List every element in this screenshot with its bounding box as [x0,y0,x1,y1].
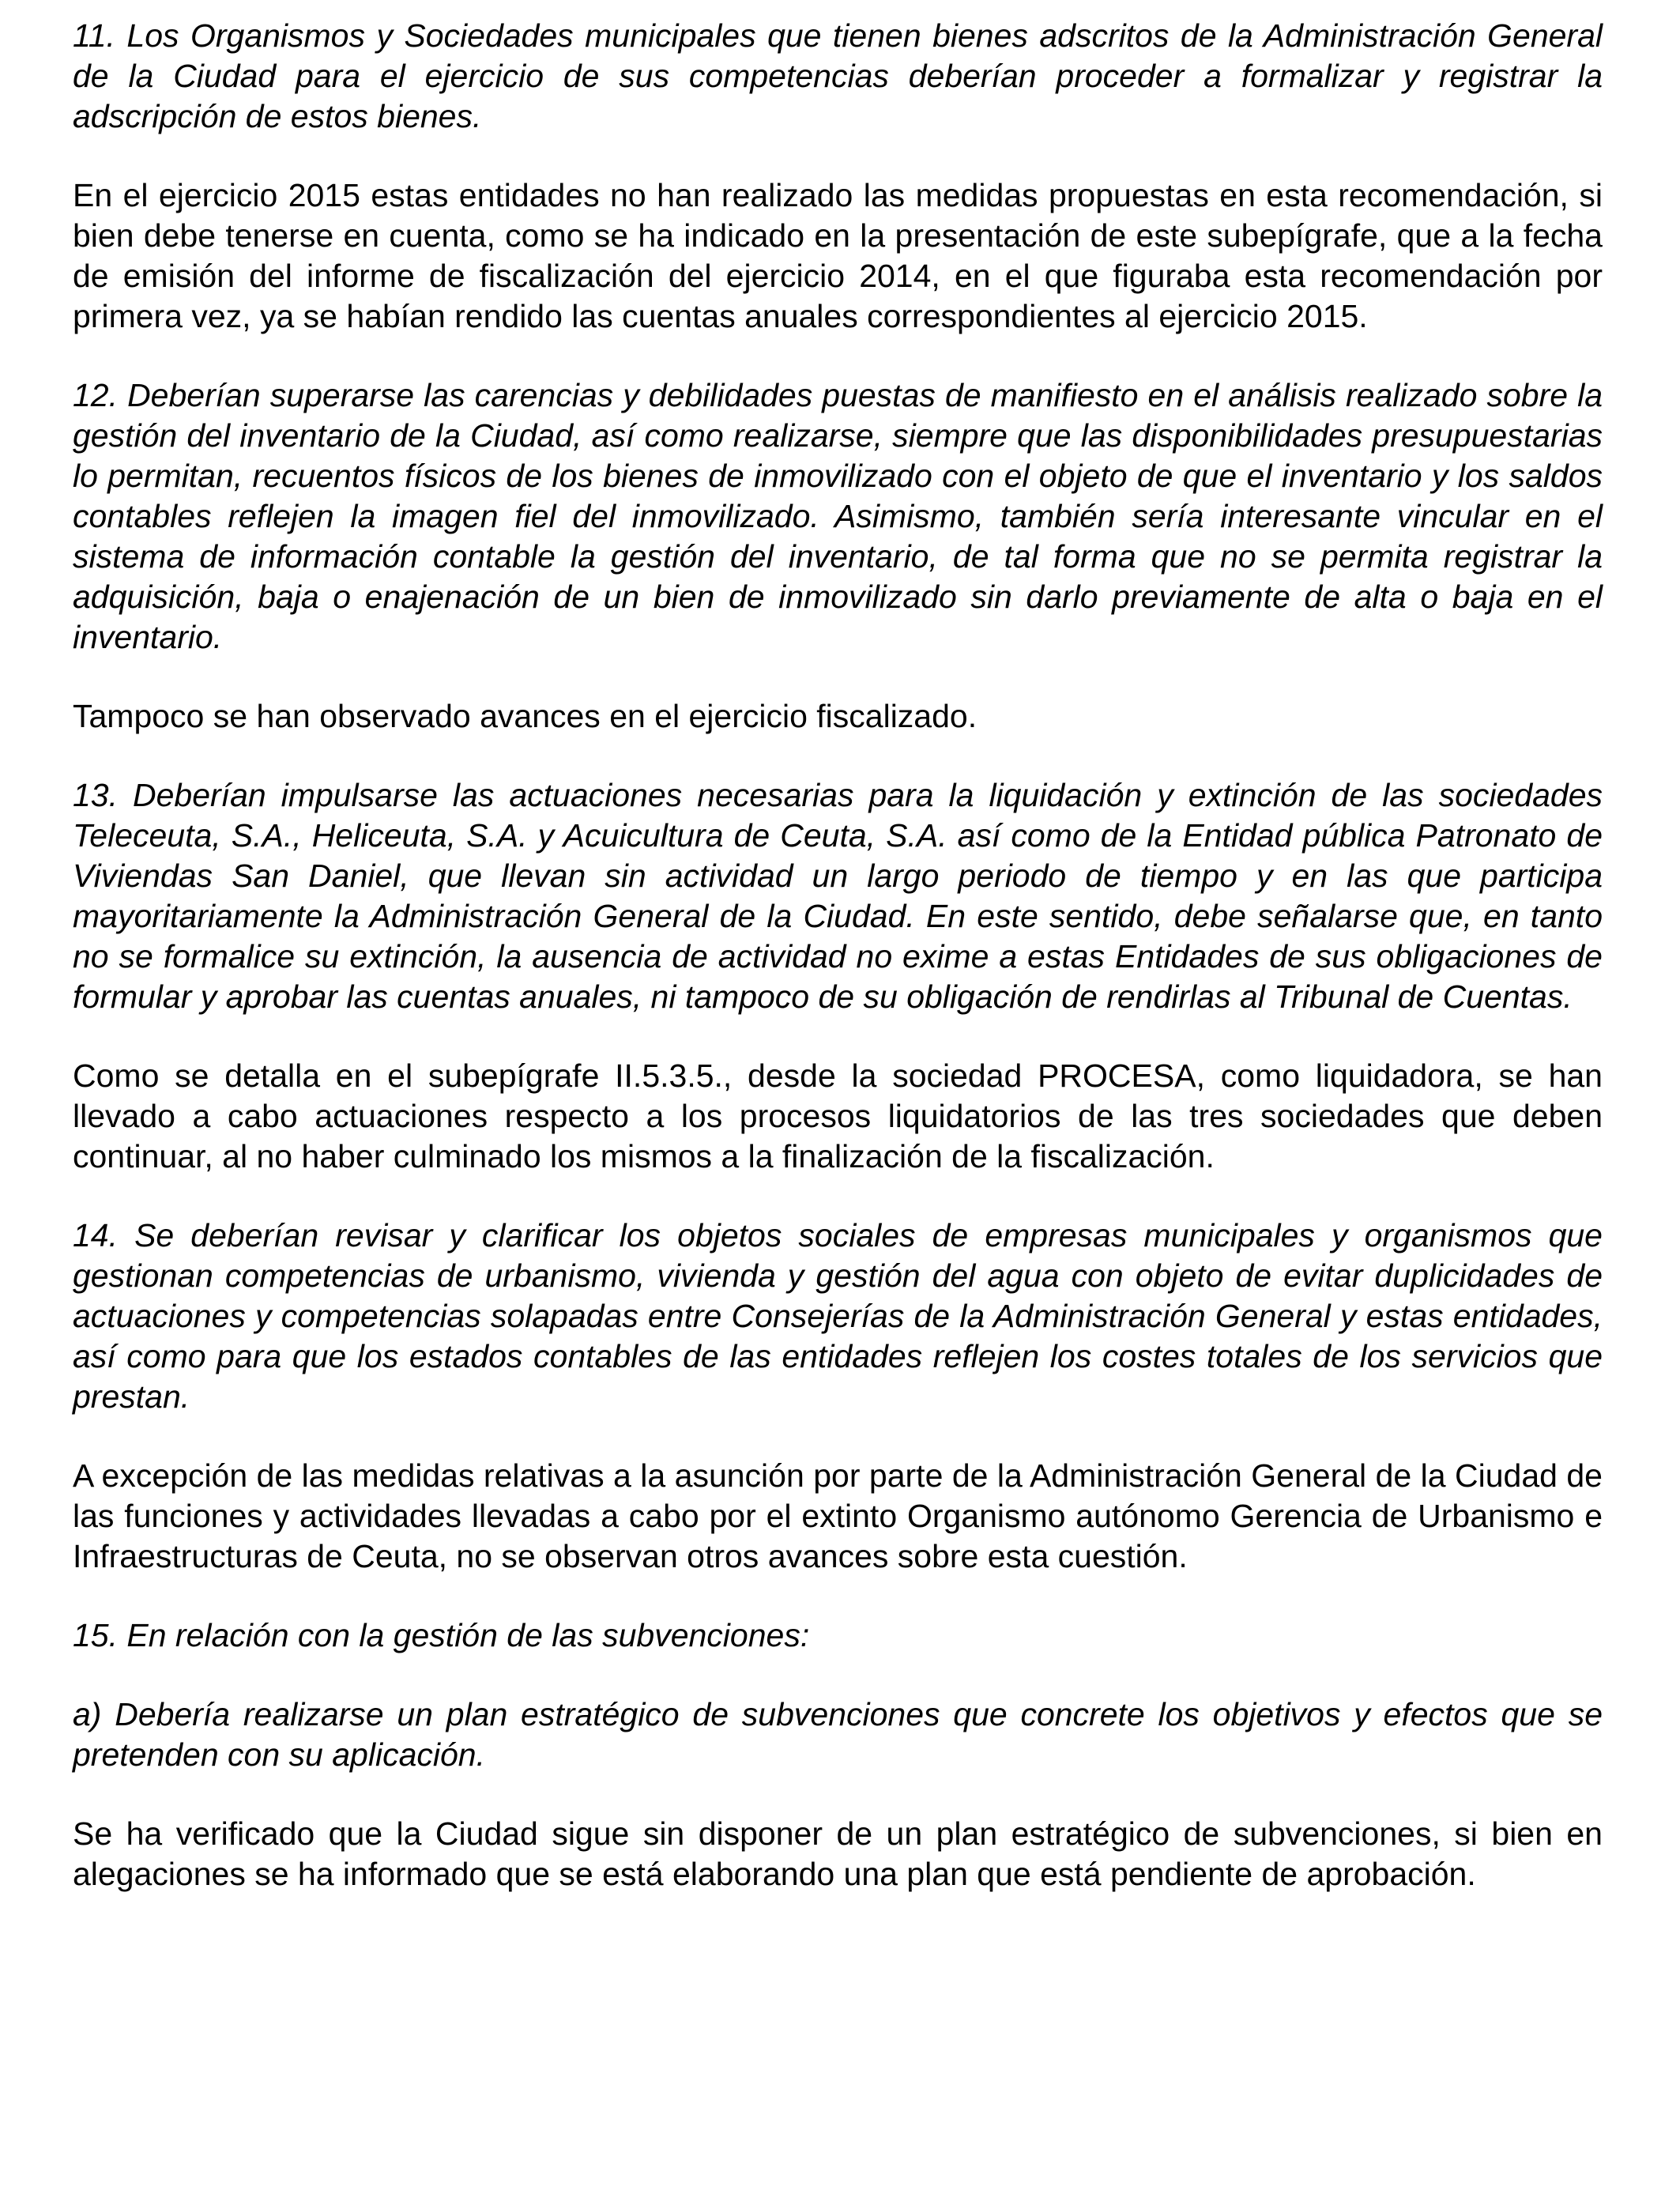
recommendation-14: 14. Se deberían revisar y clarificar los objetos sociales de empresas municipales y organismos que gestionan competencias de urbanismo, vivienda y gestión del agua con objeto de evitar duplicidades de actuaciones y competencias solapadas entre Consejerías de la Administración General y estas entidades, así como para que los estados contables de las entidades reflejen los costes totales de los servicios que prestan. [73,1217,1603,1415]
recommendation-12: 12. Deberían superarse las carencias y debilidades puestas de manifiesto en el análisis realizado sobre la gestión del inventario de la Ciudad, así como realizarse, siempre que las disponibilidades presupuestarias lo permitan, recuentos físicos de los bienes de inmovilizado con el objeto de que el inventario y los saldos contables reflejen la imagen fiel del inmovilizado. Asimismo, también sería interesante vincular en el sistema de información contable la gestión del inventario, de tal forma que no se permita registrar la adquisición, baja o enajenación de un bien de inmovilizado sin darlo previamente de alta o baja en el inventario. [73,377,1603,655]
document-page [73,16,1603,1933]
assessment-11: En el ejercicio 2015 estas entidades no han realizado las medidas propuestas en esta recomendación, si bien debe tenerse en cuenta, como se ha indicado en la presentación de este subepígrafe, que a la fecha de emisión del informe de fiscalización del ejercicio 2014, en el que figuraba esta recomendación por primera vez, ya se habían rendido las cuentas anuales correspondientes al ejercicio 2015. [73,177,1603,334]
assessment-12: Tampoco se han observado avances en el ejercicio fiscalizado. [73,698,977,734]
assessment-13: Como se detalla en el subepígrafe II.5.3.5., desde la sociedad PROCESA, como liquidadora, se han llevado a cabo actuaciones respecto a los procesos liquidatorios de las tres sociedades que deben continuar, al no haber culminado los mismos a la finalización de la fiscalización. [73,1057,1603,1174]
recommendation-11: 11. Los Organismos y Sociedades municipales que tienen bienes adscritos de la Administración General de la Ciudad para el ejercicio de sus competencias deberían proceder a formalizar y registrar la adscripción de estos bienes. [73,17,1603,134]
recommendation-15-heading: 15. En relación con la gestión de las subvenciones: [73,1617,810,1653]
assessment-14: A excepción de las medidas relativas a la asunción por parte de la Administración General de la Ciudad de las funciones y actividades llevadas a cabo por el extinto Organismo autónomo Gerencia de Urbanismo e Infraestructuras de Ceuta, no se observan otros avances sobre esta cuestión. [73,1457,1603,1574]
assessment-15a: Se ha verificado que la Ciudad sigue sin disponer de un plan estratégico de subvenciones, si bien en alegaciones se ha informado que se está elaborando una plan que está pendiente de aprobación. [73,1815,1603,1892]
recommendation-15a: a) Debería realizarse un plan estratégico de subvenciones que concrete los objetivos y efectos que se pretenden con su aplicación. [73,1696,1603,1773]
recommendation-13: 13. Deberían impulsarse las actuaciones necesarias para la liquidación y extinción de las sociedades Teleceuta, S.A., Heliceuta, S.A. y Acuicultura de Ceuta, S.A. así como de la Entidad pública Patronato de Viviendas San Daniel, que llevan sin actividad un largo periodo de tiempo y en las que participa mayoritariamente la Administración General de la Ciudad. En este sentido, debe señalarse que, en tanto no se formalice su extinción, la ausencia de actividad no exime a estas Entidades de sus obligaciones de formular y aprobar las cuentas anuales, ni tampoco de su obligación de rendirlas al Tribunal de Cuentas. [73,777,1603,1015]
